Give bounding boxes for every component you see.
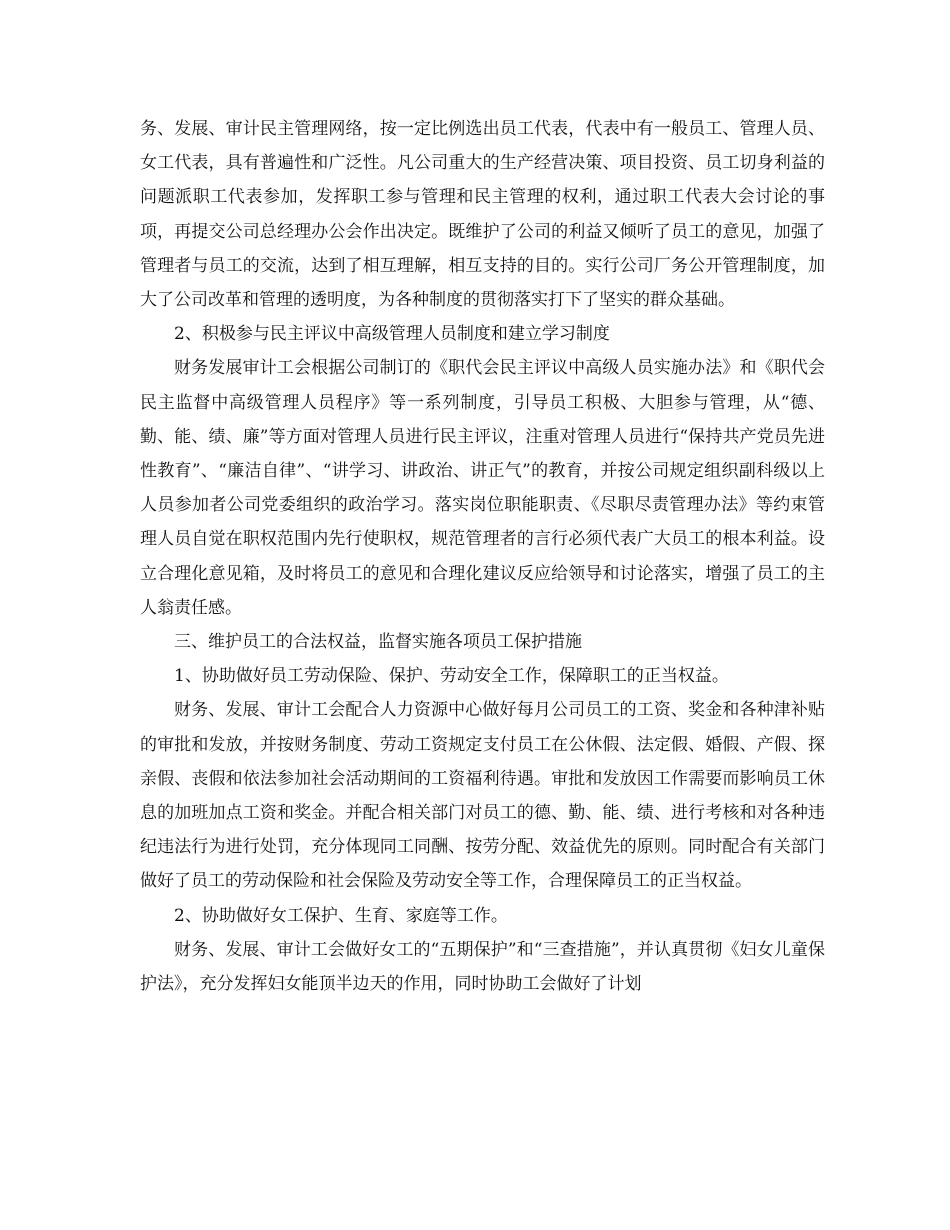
paragraph-8: 财务、发展、审计工会做好女工的“五期保护”和“三查措施”，并认真贯彻《妇女儿童保护法》，充分发挥妇女能顶半边天的作用，同时协助工会做好了计划 — [140, 939, 825, 995]
paragraph-3: 财务发展审计工会根据公司制订的《职代会民主评议中高级人员实施办法》和《职代会民主监督中高级管理人员程序》等一系列制度，引导员工积极、大胆参与管理，从“德、勤、能、绩、廉”等方面对管理人员进行民主评议，注重对管理人员进行“保持共产党员先进性教育”、“廉洁自律”、“讲学习、讲政治、讲正气”的教育，并按公司规定组织副科级以上人员参加者公司党委组织的政治学习。落实岗位职能职责、《尽职尽责管理办法》等约束管理人员自觉在职权范围内先行使职权，规范管理者的言行必须代表广大员工的根本利益。设立合理化意见箱，及时将员工的意见和合理化建议反应给领导和讨论落实，增强了员工的主人翁责任感。 — [140, 358, 825, 618]
section-heading-3-rights: 三、维护员工的合法权益，监督实施各项员工保护措施 — [174, 632, 582, 653]
heading-1-labor-insurance: 1、协助做好员工劳动保险、保护、劳动安全工作，保障职工的正当权益。 — [174, 666, 729, 687]
paragraph-6: 财务、发展、审计工会配合人力资源中心做好每月公司员工的工资、奖金和各种津补贴的审批和发放，并按财务制度、劳动工资规定支付员工在公休假、法定假、婚假、产假、探亲假、丧假和依法参加社会活动期间的工资福利待遇。审批和发放因工作需要而影响员工休息的加班加点工资和奖金。并配合相关部门对员工的德、勤、能、绩、进行考核和对各种违纪违法行为进行处罚，充分体现同工同酬、按劳分配、效益优先的原则。同时配合有关部门做好了员工的劳动保险和社会保险及劳动安全等工作，合理保障员工的正当权益。 — [140, 700, 825, 892]
heading-2-democratic-review: 2、积极参与民主评议中高级管理人员制度和建立学习制度 — [174, 324, 610, 345]
paragraph-1: 务、发展、审计民主管理网络，按一定比例选出员工代表，代表中有一般员工、管理人员、女工代表，具有普遍性和广泛性。凡公司重大的生产经营决策、项目投资、员工切身利益的问题派职工代表参加，发挥职工参与管理和民主管理的权利，通过职工代表大会讨论的事项，再提交公司总经理办公会作出决定。既维护了公司的利益又倾听了员工的意见，加强了管理者与员工的交流，达到了相互理解，相互支持的目的。实行公司厂务公开管理制度，加大了公司改革和管理的透明度，为各种制度的贯彻落实打下了坚实的群众基础。 — [140, 119, 825, 311]
document-body — [140, 112, 825, 1001]
heading-2-female-protection: 2、协助做好女工保护、生育、家庭等工作。 — [174, 905, 508, 926]
